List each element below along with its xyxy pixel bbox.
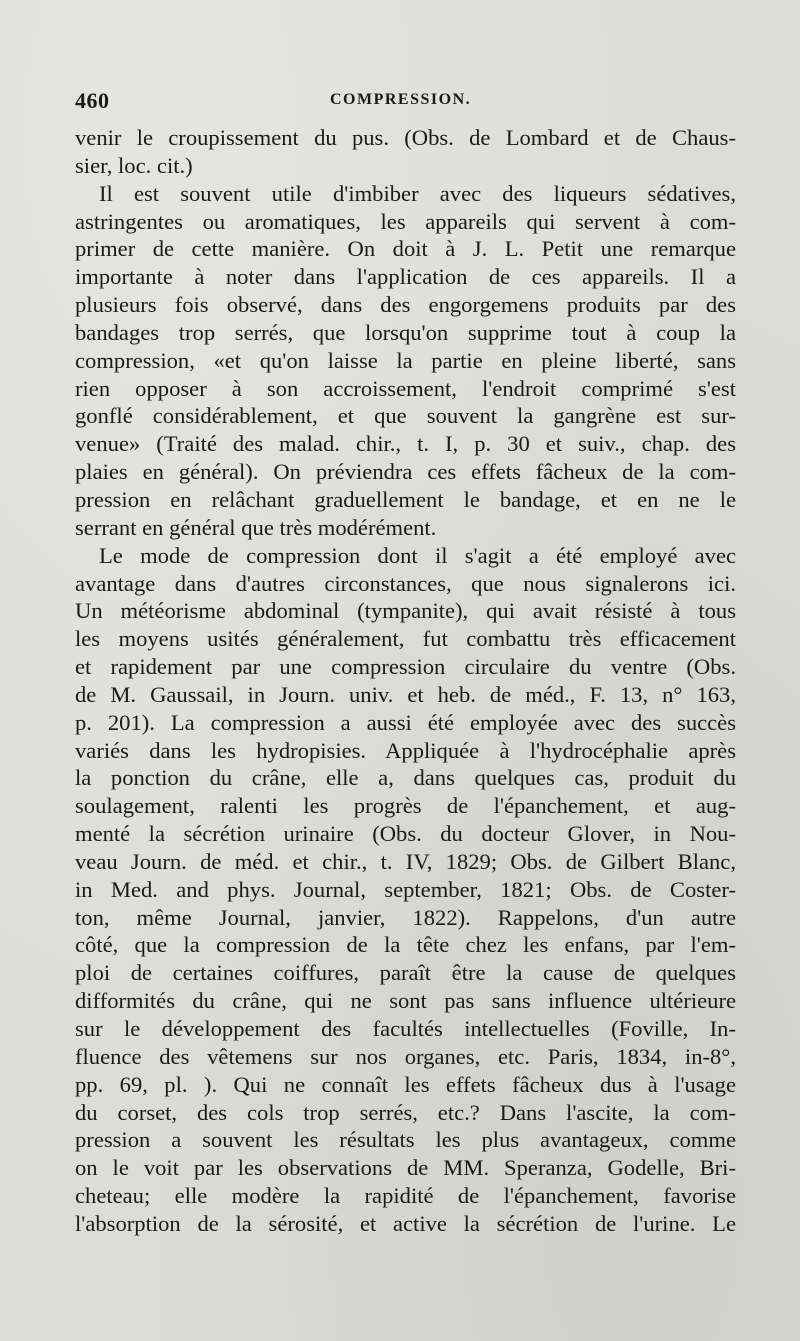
text-line: et rapidement par une compression circulaire du ventre (Obs.: [75, 654, 736, 680]
running-head: COMPRESSION.: [330, 91, 472, 108]
text-line: veau Journ. de méd. et chir., t. IV, 1829; Obs. de Gilbert Blanc,: [75, 848, 736, 874]
text-line: venue» (Traité des malad. chir., t. I, p. 30 et suiv., chap. des: [75, 431, 736, 457]
text-line: ploi de certaines coiffures, paraît être la cause de quelques: [75, 960, 736, 986]
text-line: bandages trop serrés, que lorsqu'on supprime tout à coup la: [75, 319, 736, 345]
text-line: plusieurs fois observé, dans des engorgemens produits par des: [75, 292, 736, 318]
text-line: l'absorption de la sérosité, et active la sécrétion de l'urine. Le: [75, 1210, 736, 1236]
text-line: compression, «et qu'on laisse la partie en pleine liberté, sans: [75, 347, 736, 373]
text-line: la ponction du crâne, elle a, dans quelques cas, produit du: [75, 765, 736, 791]
text-line: difformités du crâne, qui ne sont pas sans influence ultérieure: [75, 988, 736, 1014]
text-line: serrant en général que très modérément.: [75, 514, 437, 540]
text-line: pression a souvent les résultats les plus avantageux, comme: [75, 1127, 736, 1153]
text-line: côté, que la compression de la tête chez les enfans, par l'em-: [75, 932, 736, 958]
text-line: in Med. and phys. Journal, september, 1821; Obs. de Coster-: [75, 876, 736, 902]
text-line: primer de cette manière. On doit à J. L. Petit une remarque: [75, 236, 736, 262]
text-line: Le mode de compression dont il s'agit a été employé avec: [99, 542, 736, 568]
text-line: sur le développement des facultés intellectuelles (Foville, In-: [75, 1016, 736, 1041]
text-line: ton, même Journal, janvier, 1822). Rappelons, d'un autre: [75, 904, 736, 930]
page-header: [75, 88, 735, 118]
text-line: les moyens usités généralement, fut combattu très efficacement: [75, 626, 736, 652]
text-line: Un météorisme abdominal (tympanite), qui avait résisté à tous: [75, 598, 736, 624]
text-line: avantage dans d'autres circonstances, que nous signalerons ici.: [75, 570, 736, 596]
body-text: [75, 124, 736, 1238]
text-line: cheteau; elle modère la rapidité de l'épanchement, favorise: [75, 1183, 736, 1209]
text-line: soulagement, ralenti les progrès de l'épanchement, et aug-: [75, 793, 736, 819]
text-line: rien opposer à son accroissement, l'endroit comprimé s'est: [75, 375, 736, 401]
text-line: on le voit par les observations de MM. Speranza, Godelle, Bri-: [75, 1155, 736, 1181]
text-line: menté la sécrétion urinaire (Obs. du docteur Glover, in Nou-: [75, 821, 736, 847]
text-line: pp. 69, pl. ). Qui ne connaît les effets fâcheux dus à l'usage: [75, 1071, 736, 1097]
text-line: pression en relâchant graduellement le bandage, et en ne le: [75, 486, 736, 512]
text-line: gonflé considérablement, et que souvent la gangrène est sur-: [75, 403, 736, 429]
text-line: astringentes ou aromatiques, les appareils qui servent à com-: [75, 208, 736, 234]
text-line: variés dans les hydropisies. Appliquée à l'hydrocéphalie après: [75, 737, 736, 763]
text-line: plaies en général). On préviendra ces effets fâcheux de la com-: [75, 459, 736, 485]
text-line: importante à noter dans l'application de ces appareils. Il a: [75, 264, 736, 290]
text-line: Il est souvent utile d'imbiber avec des liqueurs sédatives,: [99, 180, 736, 206]
page-number: 460: [75, 88, 110, 113]
text-line: de M. Gaussail, in Journ. univ. et heb. de méd., F. 13, n° 163,: [75, 681, 736, 707]
text-line: sier, loc. cit.): [75, 152, 193, 178]
text-line: venir le croupissement du pus. (Obs. de Lombard et de Chaus-: [75, 125, 736, 150]
text-line: du corset, des cols trop serrés, etc.? Dans l'ascite, la com-: [75, 1099, 736, 1125]
text-line: p. 201). La compression a aussi été employée avec des succès: [75, 709, 736, 735]
text-line: fluence des vêtemens sur nos organes, etc. Paris, 1834, in-8°,: [75, 1043, 736, 1069]
